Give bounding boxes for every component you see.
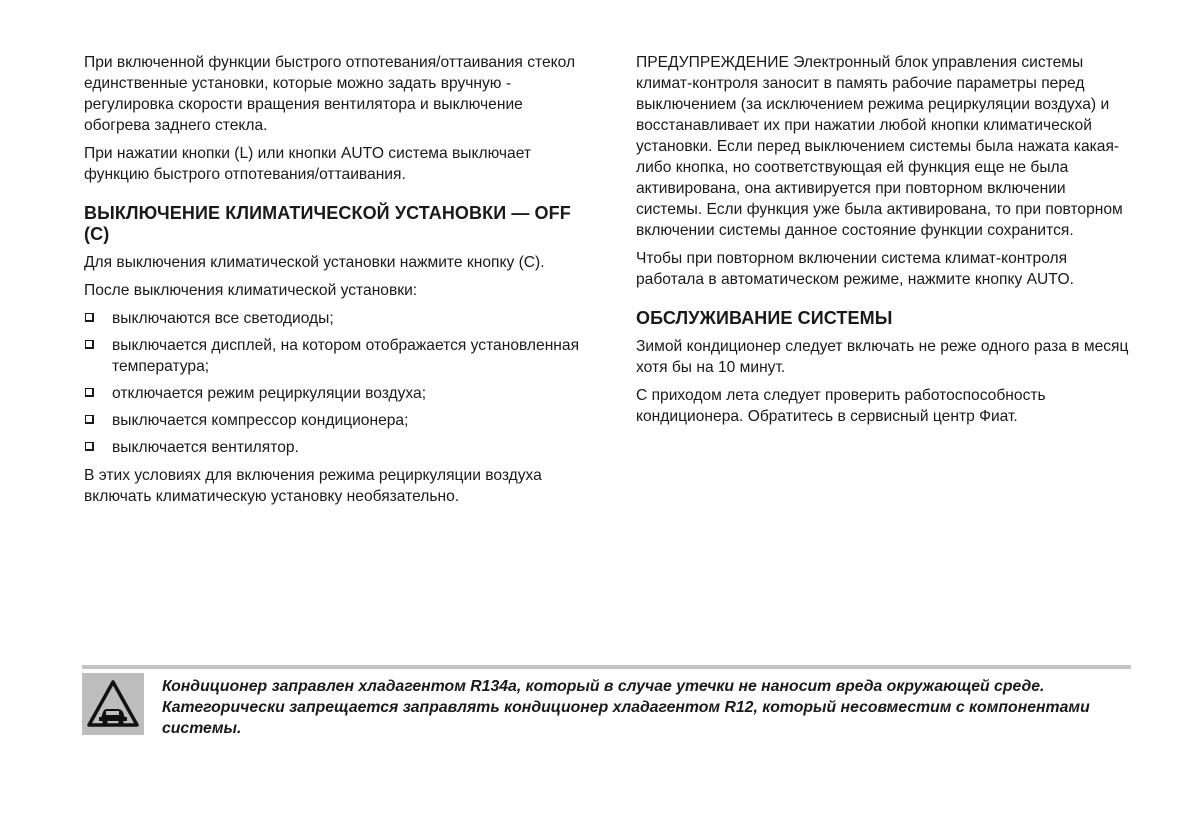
paragraph-off-instruction: Для выключения климатической установки нажмите кнопку (C). xyxy=(84,254,545,271)
paragraph-winter-usage: Зимой кондиционер следует включать не реже одного раза в месяц хотя бы на 10 минут. xyxy=(636,338,1129,376)
left-column xyxy=(84,52,584,514)
checkbox-bullet-icon xyxy=(85,415,94,424)
paragraph-memory-warning: ПРЕДУПРЕЖДЕНИЕ Электронный блок управления системы климат-контроля заносит в память рабочие параметры перед выключением (за исключением режима рециркуляции воздуха) и восстанавливает их при нажатии любой кнопки климатической установки. Если перед выключением системы была нажата какая-либо кнопка, но соответствующая ей функция еще не была активирована, она активируется при повторном включении системы. Если функция уже была активирована, то при повторном включении системы данное состояние функции сохранится. xyxy=(636,54,1123,239)
checkbox-bullet-icon xyxy=(85,442,94,451)
list-item: выключаются все светодиоды; xyxy=(84,308,584,329)
right-column xyxy=(636,52,1136,434)
paragraph-summer-check: С приходом лета следует проверить работоспособность кондиционера. Обратитесь в сервисный центр Фиат. xyxy=(636,387,1046,425)
warning-note: Кондиционер заправлен хладагентом R134a, который в случае утечки не наносит вреда окружающей среде. Категорически запрещается заправлять кондиционер хладагентом R12, который несовместим с компонентами системы. xyxy=(162,678,1090,737)
environment-warning-icon xyxy=(82,673,144,735)
checkbox-bullet-icon xyxy=(85,340,94,349)
heading-system-maintenance: ОБСЛУЖИВАНИЕ СИСТЕМЫ xyxy=(636,308,893,328)
list-item: выключается вентилятор. xyxy=(84,437,584,458)
paragraph-defrost-settings: При включенной функции быстрого отпотевания/оттаивания стекол единственные установки, которые можно задать вручную - регулировка скорости вращения вентилятора и выключение обогрева заднего стекла. xyxy=(84,54,576,134)
paragraph-defrost-off: При нажатии кнопки (L) или кнопки AUTO система выключает функцию быстрого отпотевания/оттаивания. xyxy=(84,145,532,183)
warning-divider xyxy=(82,665,1131,669)
bullet-list xyxy=(84,308,584,458)
list-item: выключается компрессор кондиционера; xyxy=(84,410,584,431)
heading-climate-off: ВЫКЛЮЧЕНИЕ КЛИМАТИЧЕСКОЙ УСТАНОВКИ — OFF (C) xyxy=(84,203,571,244)
paragraph-after-off: После выключения климатической установки: xyxy=(84,282,418,299)
checkbox-bullet-icon xyxy=(85,388,94,397)
paragraph-auto-mode: Чтобы при повторном включении система климат-контроля работала в автоматическом режиме, нажмите кнопку AUTO. xyxy=(636,250,1074,288)
list-item: выключается дисплей, на котором отображается установленная температура; xyxy=(84,335,584,377)
checkbox-bullet-icon xyxy=(85,313,94,322)
paragraph-recirculation-note: В этих условиях для включения режима рециркуляции воздуха включать климатическую установку необязательно. xyxy=(84,467,542,505)
list-item: отключается режим рециркуляции воздуха; xyxy=(84,383,584,404)
